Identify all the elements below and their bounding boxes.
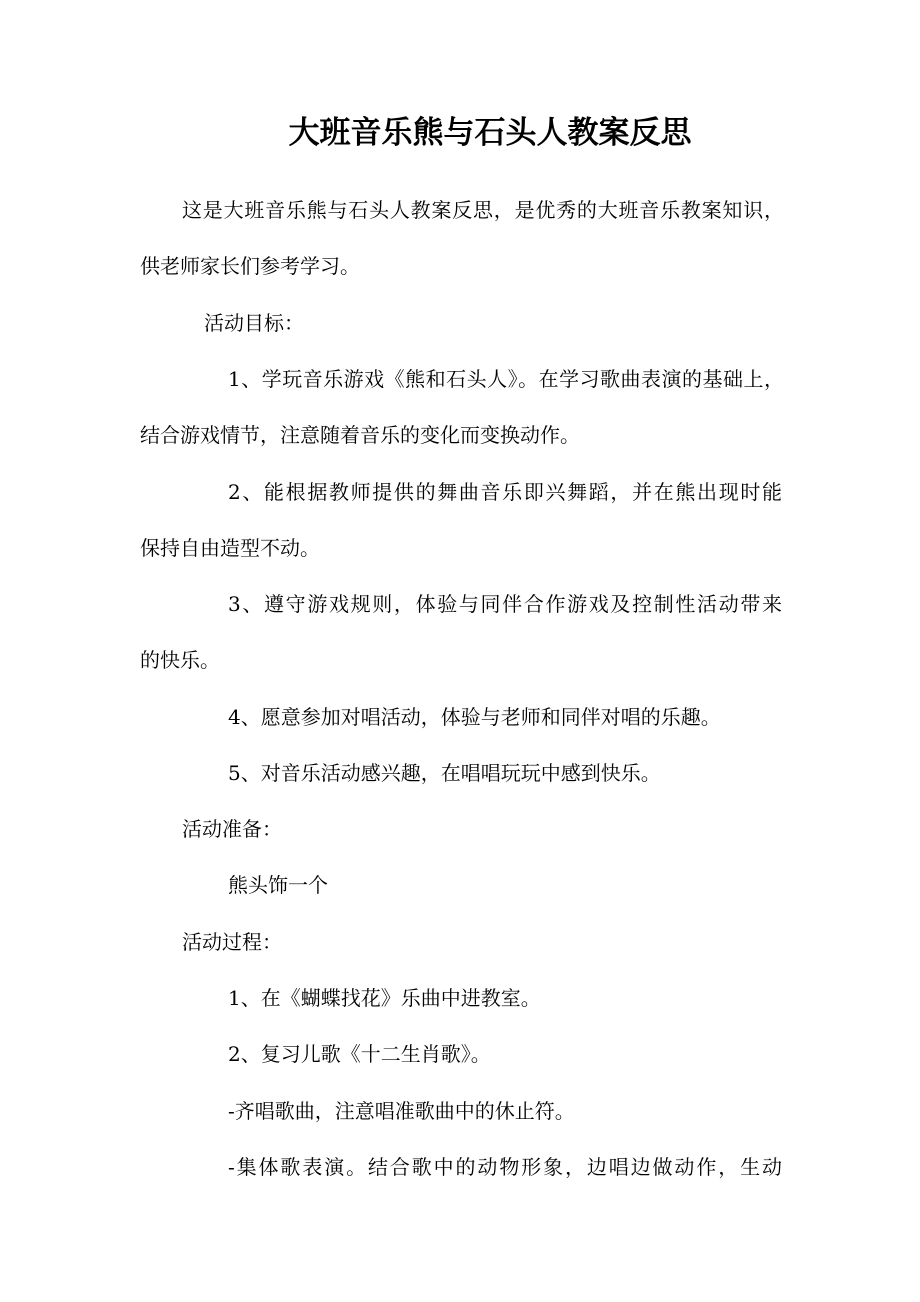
paragraph-line: 2、能根据教师提供的舞曲音乐即兴舞蹈，并在熊出现时能 (228, 480, 782, 504)
paragraph-line: 1、学玩音乐游戏《熊和石头人》。在学习歌曲表演的基础上， (228, 367, 784, 391)
paragraph-line: 这是大班音乐熊与石头人教案反思，是优秀的大班音乐教案知识， (182, 198, 784, 222)
paragraph-line: 4、愿意参加对唱活动，体验与老师和同伴对唱的乐趣。 (228, 705, 721, 729)
section-heading: 活动准备： (182, 817, 282, 841)
section-heading: 活动目标： (204, 311, 304, 335)
paragraph-line: 结合游戏情节，注意随着音乐的变化而变换动作。 (140, 423, 580, 447)
section-heading: 活动过程： (182, 930, 282, 954)
paragraph-line: -齐唱歌曲，注意唱准歌曲中的休止符。 (228, 1099, 575, 1123)
paragraph-line: -集体歌表演。结合歌中的动物形象，边唱边做动作，生动 (228, 1155, 782, 1179)
document-title: 大班音乐熊与石头人教案反思 (288, 115, 692, 151)
paragraph-line: 2、复习儿歌《十二生肖歌》。 (228, 1042, 491, 1066)
paragraph-line: 保持自由造型不动。 (140, 536, 320, 560)
paragraph-line: 的快乐。 (140, 648, 220, 672)
paragraph-line: 熊头饰一个 (228, 873, 328, 897)
paragraph-line: 5、对音乐活动感兴趣，在唱唱玩玩中感到快乐。 (228, 761, 661, 785)
paragraph-line: 3、遵守游戏规则，体验与同伴合作游戏及控制性活动带来 (228, 592, 782, 616)
paragraph-line: 1、在《蝴蝶找花》乐曲中进教室。 (228, 986, 541, 1010)
paragraph-line: 供老师家长们参考学习。 (140, 254, 360, 278)
